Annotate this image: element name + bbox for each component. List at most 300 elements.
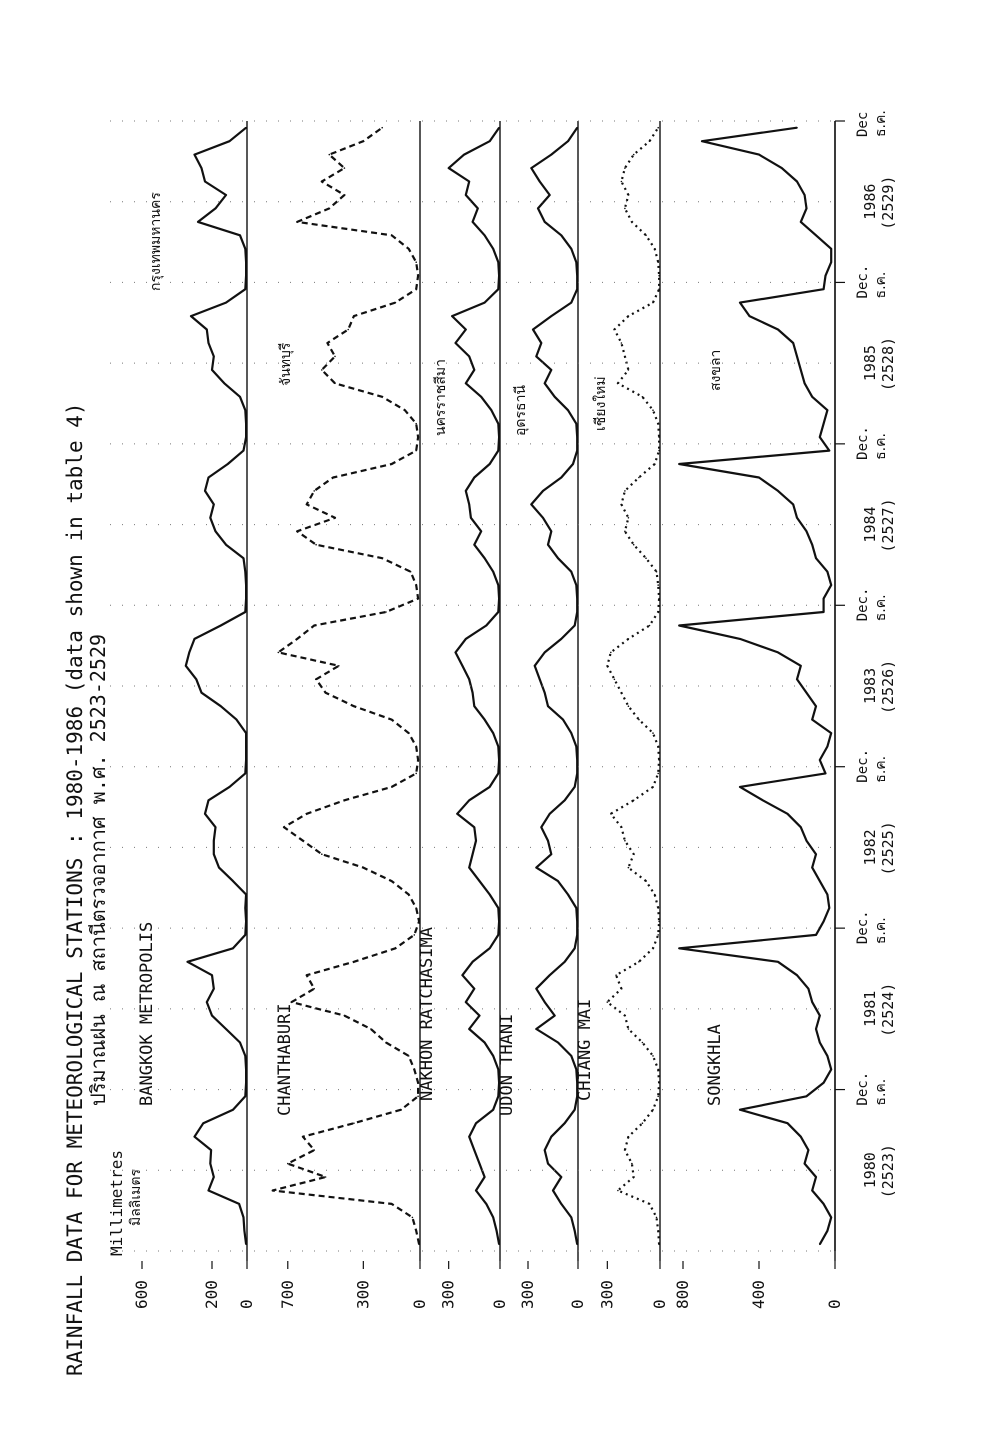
series-point	[456, 813, 458, 815]
dec-label-thai: ธ.ค.	[873, 110, 889, 137]
series-point	[492, 732, 494, 734]
series-point	[624, 208, 626, 210]
y-tick-label: 800	[673, 1280, 692, 1309]
series-point	[825, 773, 827, 775]
series-point	[811, 1190, 813, 1192]
chart-title: RAINFALL DATA FOR METEOROLOGICAL STATIONS : 1980-1986 (data shown in table 4)	[63, 402, 87, 1376]
band-songkhla	[673, 121, 844, 1309]
series-point	[536, 867, 538, 869]
series-point	[472, 853, 474, 855]
series-point	[561, 235, 563, 237]
series-point	[628, 867, 630, 869]
series-point	[549, 194, 551, 196]
series-point	[796, 974, 798, 976]
series-point	[544, 692, 546, 694]
series-point	[417, 436, 419, 438]
series-point	[220, 625, 222, 627]
series-point	[544, 1001, 546, 1003]
series-point	[811, 719, 813, 721]
series-point	[194, 154, 196, 156]
y-tick-label: 300	[597, 1280, 617, 1309]
series-point	[628, 705, 630, 707]
series-point	[576, 598, 578, 600]
series-point	[576, 275, 578, 277]
series-point	[484, 557, 486, 559]
series-point	[804, 383, 806, 385]
series-point	[245, 584, 247, 586]
series-point	[645, 880, 647, 882]
series-point	[334, 356, 336, 358]
series-point	[541, 826, 543, 828]
series-point	[656, 1217, 658, 1219]
series-point	[245, 1069, 247, 1071]
series-point	[787, 1122, 789, 1124]
series-point	[496, 1230, 498, 1232]
series-point	[614, 329, 616, 331]
series-point	[796, 356, 798, 358]
year-label: 1981	[861, 990, 879, 1027]
series-point	[787, 813, 789, 815]
series-point	[830, 584, 832, 586]
series-point	[187, 961, 189, 963]
y-tick-label: 0	[650, 1299, 669, 1309]
series-point	[678, 463, 680, 465]
series-point	[567, 409, 569, 411]
series-point	[539, 679, 541, 681]
series-point	[498, 423, 500, 425]
series-point	[621, 692, 623, 694]
series-point	[532, 329, 534, 331]
y-tick-label: 300	[353, 1280, 373, 1309]
series-point	[344, 800, 346, 802]
series-name-label: BANGKOK METROPOLIS	[137, 921, 157, 1106]
series-point	[571, 1055, 573, 1057]
series-name-label-thai: จันทบุรี	[278, 342, 294, 386]
series-point	[562, 719, 564, 721]
series-point	[417, 275, 419, 277]
series-point	[811, 396, 813, 398]
series-point	[633, 1176, 635, 1178]
series-point	[656, 571, 658, 573]
series-point	[739, 302, 741, 304]
series-point	[658, 1082, 660, 1084]
series-point	[654, 463, 656, 465]
series-point	[657, 1069, 659, 1071]
series-point	[325, 692, 327, 694]
series-point	[624, 1015, 626, 1017]
series-point	[296, 221, 298, 223]
series-point	[334, 517, 336, 519]
series-point	[498, 907, 500, 909]
series-point	[827, 571, 829, 573]
series-point	[615, 974, 617, 976]
series-point	[564, 1122, 566, 1124]
series-point	[534, 665, 536, 667]
series-point	[391, 719, 393, 721]
series-point	[462, 665, 464, 667]
series-point	[792, 342, 794, 344]
series-line	[449, 128, 499, 1245]
series-point	[245, 934, 247, 936]
series-point	[549, 974, 551, 976]
series-name-label: UDON THANI	[497, 1013, 517, 1116]
series-name-label: CHANTHABURI	[275, 1003, 295, 1116]
series-point	[408, 894, 410, 896]
series-point	[415, 584, 417, 586]
series-point	[498, 275, 500, 277]
series-point	[777, 961, 779, 963]
series-point	[465, 194, 467, 196]
series-point	[462, 974, 464, 976]
dec-label: Dec	[855, 111, 871, 137]
series-point	[657, 934, 659, 936]
series-point	[552, 1190, 554, 1192]
series-point	[468, 679, 470, 681]
dec-label-thai: ธ.ค.	[873, 755, 889, 783]
y-tick-label: 0	[568, 1299, 587, 1309]
series-point	[617, 1190, 619, 1192]
series-point	[448, 167, 450, 169]
series-point	[624, 356, 626, 358]
series-point	[498, 921, 500, 923]
series-point	[465, 490, 467, 492]
series-point	[479, 1163, 481, 1165]
series-point	[245, 611, 247, 613]
dec-label-thai: ธ.ค.	[873, 917, 889, 945]
series-point	[395, 948, 397, 950]
series-point	[283, 826, 285, 828]
series-point	[245, 248, 247, 250]
series-point	[827, 1055, 829, 1057]
series-point	[185, 665, 187, 667]
series-point	[537, 208, 539, 210]
series-point	[654, 894, 656, 896]
band-chiang-mai	[575, 121, 669, 1309]
series-point	[649, 140, 651, 142]
series-point	[544, 383, 546, 385]
series-point	[474, 369, 476, 371]
dec-label-thai: ธ.ค.	[873, 271, 889, 299]
series-point	[306, 813, 308, 815]
band-chanthaburi	[272, 121, 429, 1309]
series-point	[576, 288, 578, 290]
series-point	[410, 571, 412, 573]
series-point	[576, 773, 578, 775]
series-point	[475, 840, 477, 842]
series-point	[830, 1069, 832, 1071]
year-label-be: (2524)	[879, 982, 897, 1037]
series-point	[229, 140, 231, 142]
y-tick-label: 0	[825, 1299, 844, 1309]
y-tick-label: 300	[518, 1280, 537, 1309]
series-point	[624, 1149, 626, 1151]
series-point	[245, 1096, 247, 1098]
series-point	[486, 625, 488, 627]
series-point	[287, 1163, 289, 1165]
series-point	[811, 1001, 813, 1003]
series-point	[551, 369, 553, 371]
series-point	[549, 813, 551, 815]
series-point	[489, 894, 491, 896]
series-point	[415, 1230, 417, 1232]
series-point	[536, 356, 538, 358]
series-point	[800, 369, 802, 371]
series-point	[678, 625, 680, 627]
series-point	[815, 1176, 817, 1178]
series-name-label-thai: นครราชสีมา	[433, 359, 449, 436]
year-label: 1986	[861, 183, 879, 220]
series-point	[218, 867, 220, 869]
series-point	[576, 1244, 578, 1246]
series-point	[576, 907, 578, 909]
series-point	[415, 288, 417, 290]
series-point	[544, 221, 546, 223]
series-point	[576, 450, 578, 452]
series-point	[758, 154, 760, 156]
series-point	[220, 705, 222, 707]
series-point	[455, 652, 457, 654]
series-point	[325, 1176, 327, 1178]
series-point	[658, 436, 660, 438]
series-point	[484, 235, 486, 237]
series-point	[804, 194, 806, 196]
series-point	[544, 652, 546, 654]
series-point	[621, 342, 623, 344]
series-point	[381, 557, 383, 559]
series-point	[313, 988, 315, 990]
series-point	[819, 1015, 821, 1017]
series-point	[486, 1203, 488, 1205]
series-point	[551, 1136, 553, 1138]
series-point	[571, 1217, 573, 1219]
series-point	[498, 1244, 500, 1246]
series-point	[638, 961, 640, 963]
series-point	[492, 1217, 494, 1219]
series-point	[657, 746, 659, 748]
series-point	[245, 894, 247, 896]
series-point	[245, 409, 247, 411]
series-point	[561, 1203, 563, 1205]
series-point	[197, 221, 199, 223]
series-point	[800, 665, 802, 667]
series-point	[208, 1190, 210, 1192]
series-point	[806, 1096, 808, 1098]
series-point	[621, 504, 623, 506]
series-point	[204, 490, 206, 492]
year-label-be: (2527)	[879, 498, 897, 553]
series-point	[658, 288, 660, 290]
series-point	[652, 302, 654, 304]
series-point	[391, 463, 393, 465]
series-point	[631, 221, 633, 223]
series-point	[245, 127, 247, 129]
series-name-label-thai: สงขลา	[708, 349, 724, 391]
series-point	[315, 544, 317, 546]
series-point	[484, 302, 486, 304]
series-point	[829, 907, 831, 909]
series-point	[576, 921, 578, 923]
series-point	[536, 988, 538, 990]
series-point	[468, 1028, 470, 1030]
series-point	[607, 1001, 609, 1003]
y-axis-unit-label-thai: มิลลิเมตร	[128, 1168, 144, 1226]
series-point	[531, 504, 533, 506]
series-point	[313, 1149, 315, 1151]
series-point	[652, 1109, 654, 1111]
series-point	[551, 531, 553, 533]
series-point	[353, 961, 355, 963]
band-bangkok-metropolis	[132, 121, 256, 1309]
series-point	[777, 490, 779, 492]
series-point	[621, 988, 623, 990]
series-point	[243, 450, 245, 452]
y-tick-label: 600	[132, 1280, 151, 1309]
y-tick-label: 0	[490, 1299, 509, 1309]
series-point	[576, 611, 578, 613]
series-point	[561, 638, 563, 640]
series-point	[315, 679, 317, 681]
series-point	[302, 840, 304, 842]
series-point	[657, 261, 659, 263]
series-name-label-thai: กรุงเทพมหานคร	[148, 192, 164, 291]
series-point	[479, 1015, 481, 1017]
chart-rotated-group	[63, 110, 897, 1376]
series-point	[213, 356, 215, 358]
year-label-be: (2528)	[879, 336, 897, 392]
series-point	[474, 477, 476, 479]
series-point	[484, 1176, 486, 1178]
series-point	[306, 504, 308, 506]
series-point	[800, 221, 802, 223]
series-point	[815, 934, 817, 936]
series-point	[806, 208, 808, 210]
series-point	[321, 853, 323, 855]
y-tick-label: 400	[749, 1280, 768, 1309]
series-point	[628, 194, 630, 196]
series-point	[474, 705, 476, 707]
series-point	[215, 531, 217, 533]
series-point	[417, 598, 419, 600]
series-point	[658, 450, 660, 452]
series-point	[468, 1136, 470, 1138]
series-point	[658, 1244, 660, 1246]
series-point	[804, 1163, 806, 1165]
series-point	[239, 1042, 241, 1044]
series-point	[658, 921, 660, 923]
series-point	[400, 1109, 402, 1111]
series-point	[313, 625, 315, 627]
series-point	[827, 409, 829, 411]
y-tick-label: 0	[237, 1299, 256, 1309]
series-point	[213, 1176, 215, 1178]
series-point	[414, 1069, 416, 1071]
series-point	[465, 1001, 467, 1003]
series-point	[498, 746, 500, 748]
series-point	[574, 1230, 576, 1232]
series-point	[474, 544, 476, 546]
series-point	[498, 261, 500, 263]
series-point	[381, 127, 383, 129]
dec-label: Dec.	[855, 264, 871, 299]
series-point	[225, 302, 227, 304]
dotted-gridlines	[110, 121, 835, 1251]
series-point	[208, 800, 210, 802]
series-point	[415, 261, 417, 263]
series-point	[557, 557, 559, 559]
dec-label: Dec.	[855, 748, 871, 783]
series-point	[391, 880, 393, 882]
series-point	[658, 759, 660, 761]
series-point	[576, 746, 578, 748]
series-point	[245, 759, 247, 761]
series-point	[642, 1122, 644, 1124]
series-point	[225, 1028, 227, 1030]
series-point	[229, 786, 231, 788]
series-point	[628, 638, 630, 640]
series-point	[574, 1109, 576, 1111]
series-point	[547, 705, 549, 707]
series-point	[701, 140, 703, 142]
series-point	[815, 705, 817, 707]
series-point	[652, 948, 654, 950]
series-point	[571, 302, 573, 304]
series-point	[415, 423, 417, 425]
series-point	[628, 517, 630, 519]
series-point	[211, 974, 213, 976]
series-point	[796, 517, 798, 519]
series-point	[475, 1122, 477, 1124]
series-point	[211, 369, 213, 371]
series-point	[617, 383, 619, 385]
series-point	[827, 1230, 829, 1232]
series-point	[823, 598, 825, 600]
station-bands	[132, 121, 844, 1309]
series-point	[796, 679, 798, 681]
series-point	[213, 853, 215, 855]
series-point	[557, 1042, 559, 1044]
series-point	[408, 1055, 410, 1057]
series-point	[391, 1203, 393, 1205]
series-point	[306, 974, 308, 976]
series-point	[206, 1001, 208, 1003]
series-point	[800, 826, 802, 828]
year-label: 1984	[861, 506, 879, 543]
series-point	[542, 490, 544, 492]
series-name-label-thai: อุดรธานี	[513, 385, 529, 436]
series-point	[561, 477, 563, 479]
series-point	[808, 1149, 810, 1151]
series-point	[213, 840, 215, 842]
year-label: 1982	[861, 829, 879, 866]
series-point	[657, 127, 659, 129]
series-point	[415, 746, 417, 748]
series-point	[652, 732, 654, 734]
series-point	[190, 315, 192, 317]
band-nakhon-ratchasima	[417, 121, 509, 1309]
series-point	[204, 181, 206, 183]
series-point	[210, 1149, 212, 1151]
series-point	[296, 638, 298, 640]
series-point	[329, 208, 331, 210]
series-point	[245, 423, 247, 425]
series-point	[468, 356, 470, 358]
series-point	[492, 248, 494, 250]
series-point	[815, 235, 817, 237]
series-point	[313, 490, 315, 492]
series-point	[652, 1055, 654, 1057]
series-point	[201, 167, 203, 169]
series-point	[472, 692, 474, 694]
